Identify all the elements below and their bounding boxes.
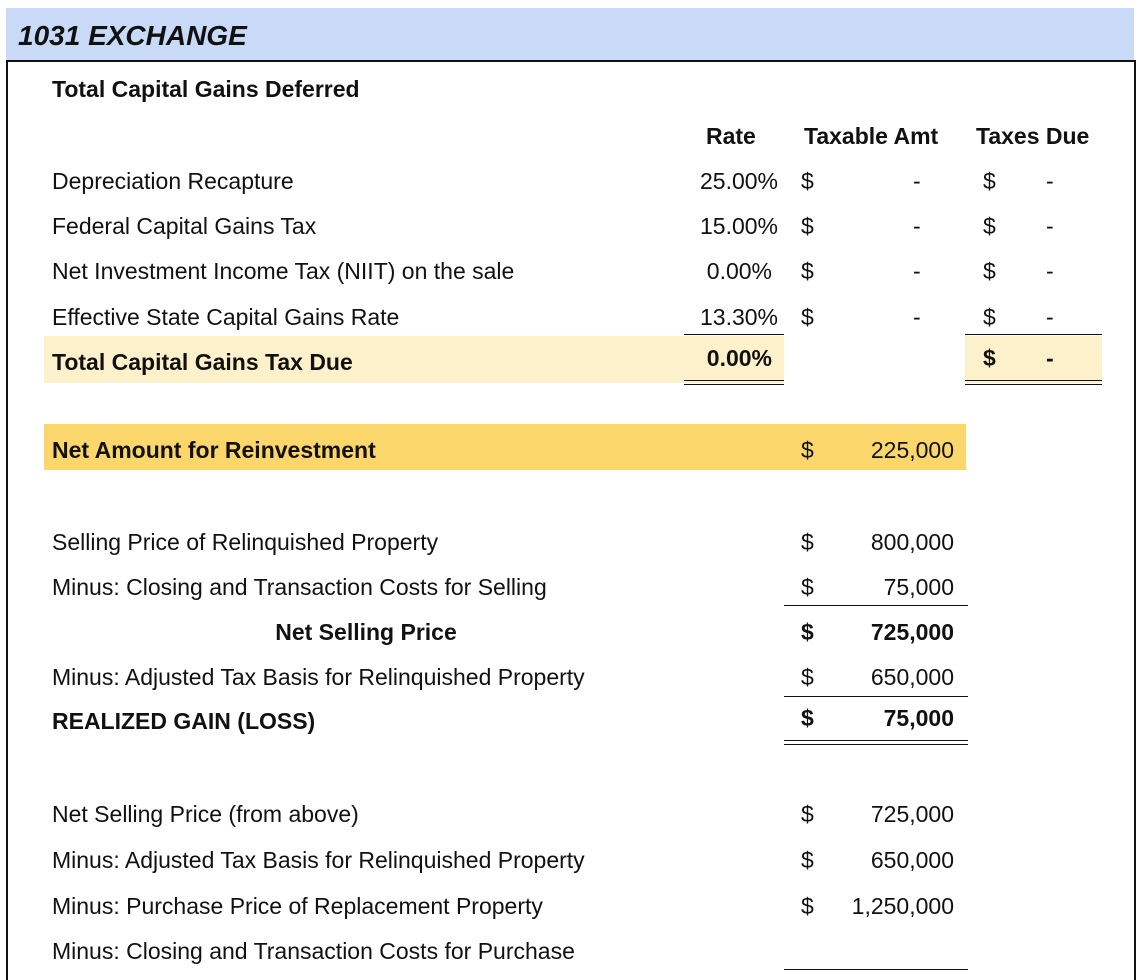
title-bar bbox=[6, 8, 1134, 62]
tax-row-taxable: - bbox=[913, 168, 921, 194]
calc-row-currency: $ bbox=[801, 619, 814, 645]
calc-row-label: Minus: Closing and Transaction Costs for Selling bbox=[52, 574, 547, 600]
tax-row-label: Net Investment Income Tax (NIIT) on the sale bbox=[52, 258, 515, 284]
header-taxable-amt: Taxable Amt bbox=[804, 123, 939, 149]
tax-row-currency: $ bbox=[801, 168, 814, 194]
tax-row-rate: 15.00% bbox=[699, 213, 778, 239]
header-rate: Rate bbox=[706, 123, 756, 149]
subtotal-rule bbox=[784, 605, 968, 606]
calc-row-value: 725,000 bbox=[870, 801, 954, 827]
calc-row-label: Selling Price of Relinquished Property bbox=[52, 529, 439, 555]
subtotal-rule bbox=[784, 696, 968, 697]
reinvest-currency: $ bbox=[801, 437, 814, 463]
calc-row-currency: $ bbox=[801, 847, 814, 873]
reinvest-value: 225,000 bbox=[870, 437, 954, 463]
tax-row-taxable: - bbox=[913, 213, 921, 239]
calc-row-label: Net Selling Price (from above) bbox=[52, 801, 359, 827]
total-due-top-border bbox=[965, 334, 1102, 335]
calc-row-currency: $ bbox=[801, 893, 814, 919]
realized-gain-double-underline bbox=[784, 740, 968, 745]
header-taxes-due: Taxes Due bbox=[976, 123, 1090, 149]
calc-row-label: Minus: Adjusted Tax Basis for Relinquished Property bbox=[52, 847, 585, 873]
calc-row-currency: $ bbox=[801, 664, 814, 690]
tax-row-due: - bbox=[1046, 168, 1054, 194]
calc-row-label: Minus: Adjusted Tax Basis for Relinquished Property bbox=[52, 664, 585, 690]
tax-row-rate: 0.00% bbox=[706, 258, 772, 284]
tax-row-label: Federal Capital Gains Tax bbox=[52, 213, 317, 239]
calc-row-value: 75,000 bbox=[883, 574, 954, 600]
calc-row-label: Minus: Purchase Price of Replacement Property bbox=[52, 893, 543, 919]
calc-row-currency: $ bbox=[801, 801, 814, 827]
tax-row-due-currency: $ bbox=[983, 213, 996, 239]
tax-row-currency: $ bbox=[801, 213, 814, 239]
tax-row-due: - bbox=[1046, 258, 1054, 284]
realized-gain-value: 75,000 bbox=[883, 705, 954, 731]
tax-row-rate: 13.30% bbox=[699, 304, 778, 330]
total-rate-double-underline bbox=[684, 380, 784, 385]
total-row-currency: $ bbox=[983, 345, 996, 371]
tax-row-currency: $ bbox=[801, 258, 814, 284]
sheet-frame bbox=[6, 60, 1136, 980]
tax-row-rate: 25.00% bbox=[699, 168, 778, 194]
calc-row-label: Minus: Closing and Transaction Costs for Purchase bbox=[52, 938, 575, 964]
tax-row-label: Effective State Capital Gains Rate bbox=[52, 304, 400, 330]
tax-row-due-currency: $ bbox=[983, 304, 996, 330]
sheet-title: 1031 EXCHANGE bbox=[18, 20, 247, 51]
calc-row-value: 650,000 bbox=[870, 664, 954, 690]
tax-row-currency: $ bbox=[801, 304, 814, 330]
calc-row-value: 800,000 bbox=[870, 529, 954, 555]
total-rate-top-border bbox=[684, 334, 784, 335]
section-title: Total Capital Gains Deferred bbox=[52, 76, 360, 102]
total-row-label: Total Capital Gains Tax Due bbox=[52, 349, 353, 375]
net-selling-price-value: 725,000 bbox=[870, 619, 954, 645]
tax-row-due: - bbox=[1046, 213, 1054, 239]
tax-row-due-currency: $ bbox=[983, 168, 996, 194]
calc-row-currency: $ bbox=[801, 529, 814, 555]
total-row-rate: 0.00% bbox=[706, 345, 772, 371]
calc-row-value: 650,000 bbox=[870, 847, 954, 873]
total-due-double-underline bbox=[965, 380, 1102, 385]
tax-row-taxable: - bbox=[913, 258, 921, 284]
tax-row-taxable: - bbox=[913, 304, 921, 330]
subtotal-rule bbox=[784, 969, 968, 970]
calc-row-currency: $ bbox=[801, 705, 814, 731]
tax-row-due-currency: $ bbox=[983, 258, 996, 284]
realized-gain-label: REALIZED GAIN (LOSS) bbox=[52, 708, 316, 734]
reinvest-label: Net Amount for Reinvestment bbox=[52, 437, 376, 463]
calc-row-currency: $ bbox=[801, 574, 814, 600]
tax-row-label: Depreciation Recapture bbox=[52, 168, 294, 194]
calc-row-value: 1,250,000 bbox=[851, 893, 954, 919]
net-selling-price-label: Net Selling Price bbox=[275, 619, 457, 645]
total-row-due: - bbox=[1046, 345, 1054, 371]
tax-row-due: - bbox=[1046, 304, 1054, 330]
